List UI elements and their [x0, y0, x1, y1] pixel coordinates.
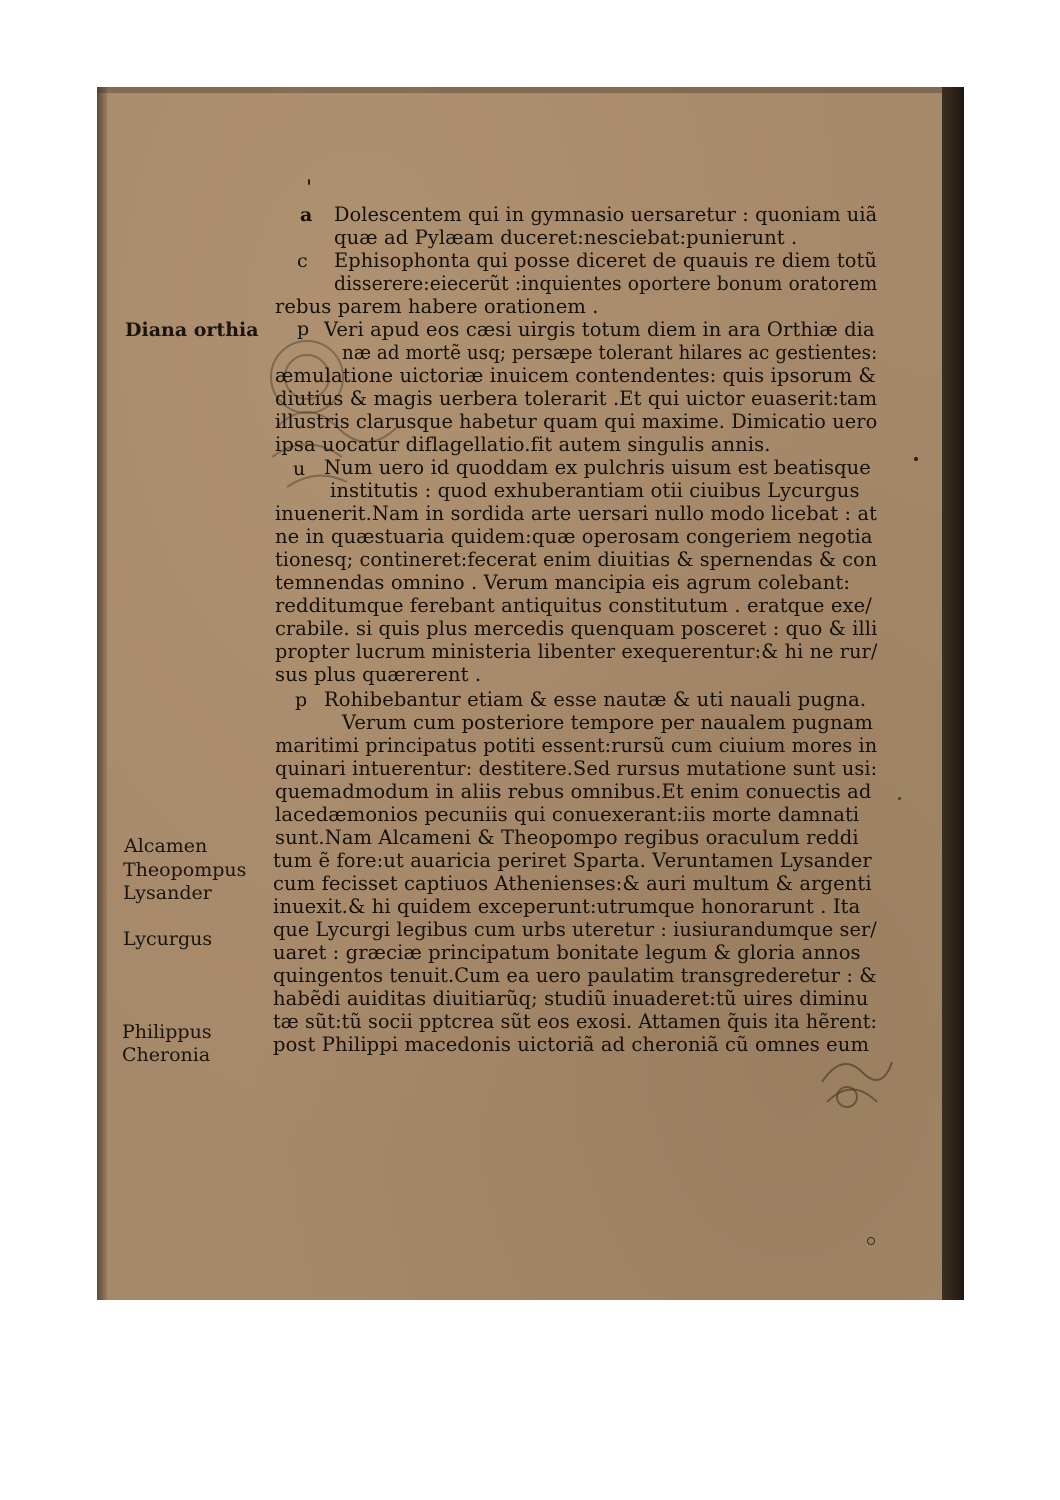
text-line: ne in quæstuaria quidem:quæ operosam congeriem negotia: [275, 525, 873, 548]
text-line: crabile. si quis plus mercedis quenquam posceret : quo & illi: [275, 617, 878, 640]
margin-note-diana-orthia: Diana orthia: [125, 319, 259, 341]
text-line: propter lucrum ministeria libenter exequerentur:& hi ne rur/: [275, 640, 878, 663]
text-line: Rohibebantur etiam & esse nautæ & uti nauali pugna.: [324, 688, 867, 711]
scanned-page: [97, 87, 964, 1300]
text-line: inuenerit.Nam in sordida arte uersari nullo modo licebat : at: [275, 502, 877, 525]
text-line: Veri apud eos cæsi uirgis totum diem in ara Orthiæ dia: [324, 318, 875, 341]
text-line: institutis : quod exhuberantiam otii ciuibus Lycurgus: [330, 479, 860, 502]
text-line: disserere:eiecerũt :inquientes oportere bonum oratorem: [334, 272, 878, 295]
section-letter-p: p: [297, 318, 310, 340]
speck: [867, 1237, 875, 1245]
text-line: sunt.Nam Alcameni & Theopompo regibus oraculum reddi: [275, 826, 859, 849]
margin-note-cheronia: Cheronia: [122, 1044, 211, 1066]
text-line: quinari intuerentur: destitere.Sed rursus mutatione sunt usi:: [275, 757, 878, 780]
text-line: quæ ad Pylæam duceret:nesciebat:punierunt .: [334, 226, 798, 249]
text-line: inuexit.& hi quidem exceperunt:utrumque honorarunt . Ita: [273, 895, 861, 918]
margin-note-theopompus: Theopompus: [123, 859, 247, 881]
text-line: æmulatione uictoriæ inuicem contendentes: quis ipsorum &: [275, 364, 876, 387]
margin-note-lycurgus: Lycurgus: [123, 928, 213, 950]
page-gutter: [97, 87, 107, 1300]
text-line: cum fecisset captiuos Athenienses:& auri multum & argenti: [273, 872, 872, 895]
page-right-edge: [942, 87, 964, 1300]
speck: [898, 797, 901, 800]
margin-note-philippus: Philippus: [122, 1021, 212, 1043]
text-line: Num uero id quoddam ex pulchris uisum est beatisque: [324, 456, 871, 479]
text-line: redditumque ferebant antiquitus constitutum . eratque exe/: [275, 594, 872, 617]
section-letter-u: u: [293, 458, 306, 480]
text-line: ipsa uocatur diflagellatio.fit autem singulis annis.: [275, 433, 771, 456]
text-line: næ ad mortẽ usq; persæpe tolerant hilares ac gestientes:: [342, 341, 878, 364]
speck: [914, 457, 918, 461]
text-line: post Philippi macedonis uictoriã ad cheroniã cũ omnes eum: [273, 1033, 870, 1056]
text-line: diutius & magis uerbera tolerarit .Et qui uictor euaserit:tam: [275, 387, 878, 410]
text-line: quemadmodum in aliis rebus omnibus.Et enim conuectis ad: [275, 780, 872, 803]
speck: [308, 179, 310, 185]
text-line: Ephisophonta qui posse diceret de quauis re diem totũ: [334, 249, 877, 272]
text-line: lacedæmonios pecuniis qui conuexerant:iis morte damnati: [275, 803, 860, 826]
text-line: quingentos tenuit.Cum ea uero paulatim transgrederetur : &: [273, 964, 877, 987]
text-line: habẽdi auiditas diuitiarũq; studiũ inuaderet:tũ uires diminu: [273, 987, 869, 1010]
margin-note-alcamen: Alcamen: [124, 835, 208, 857]
text-line: Dolescentem qui in gymnasio uersaretur : quoniam uiã: [334, 203, 878, 226]
text-line: tionesq; contineret:fecerat enim diuitias & spernendas & con: [275, 548, 878, 571]
text-line: tæ sũt:tũ socii pptcrea sũt eos exosi. Attamen q̃uis ita hẽrent:: [273, 1010, 878, 1033]
text-line: tum ẽ fore:ut auaricia periret Sparta. Veruntamen Lysander: [273, 849, 872, 872]
section-letter-c: c: [297, 250, 308, 272]
section-letter-p-2: p: [295, 689, 308, 711]
text-line: maritimi principatus potiti essent:rursũ cum ciuium mores in: [275, 734, 878, 757]
margin-note-lysander: Lysander: [123, 882, 212, 904]
section-letter-a: a: [300, 204, 313, 226]
text-line: que Lycurgi legibus cum urbs uteretur : iusiurandumque ser/: [273, 918, 877, 941]
text-line: Verum cum posteriore tempore per naualem pugnam: [342, 711, 873, 734]
text-line: sus plus quærerent .: [275, 663, 482, 686]
text-line: temnendas omnino . Verum mancipia eis agrum colebant:: [275, 571, 851, 594]
text-line: uaret : græciæ principatum bonitate legum & gloria annos: [273, 941, 861, 964]
text-line: illustris clarusque habetur quam qui maxime. Dimicatio uero: [275, 410, 878, 433]
page-top-edge: [97, 87, 942, 93]
text-line: rebus parem habere orationem .: [275, 295, 599, 318]
